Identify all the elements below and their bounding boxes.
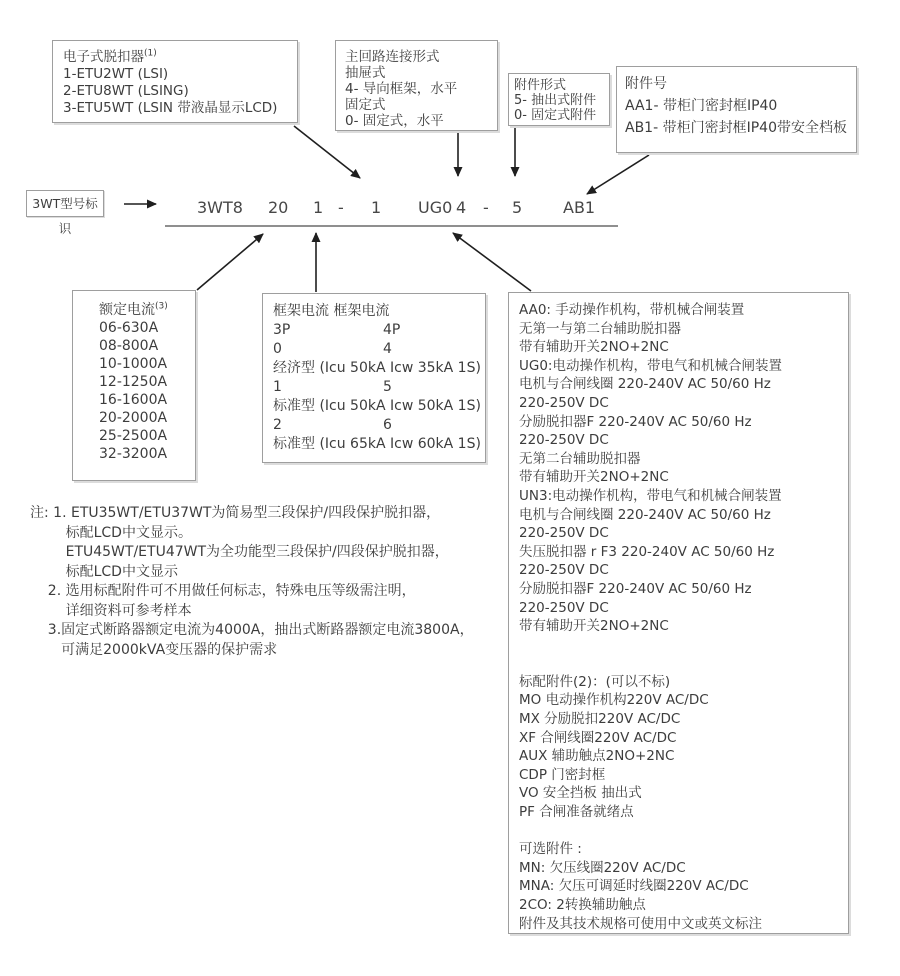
frame-code-1: 1	[273, 379, 282, 395]
frame-code-2: 2	[273, 417, 282, 433]
text-line: 分励脱扣器F 220-240V AC 50/60 Hz	[519, 580, 752, 597]
text-line: 主回路连接形式	[345, 49, 440, 65]
code-segment-trip-unit: 1	[371, 198, 382, 217]
text-line: 220-250V DC	[519, 562, 609, 579]
text-line: 电机与合闸线圈 220-240V AC 50/60 Hz	[519, 506, 771, 523]
arrow-options-to-code	[453, 233, 531, 291]
text-line: 电机与合闸线圈 220-240V AC 50/60 Hz	[519, 376, 771, 393]
code-segment-connection: 4	[456, 198, 467, 217]
text-line: 32-3200A	[99, 446, 168, 462]
frame-standard1-spec: 标准型 (Icu 50kA Icw 50kA 1S)	[273, 398, 481, 414]
accessory-number-box	[616, 66, 857, 153]
rated-current-box	[72, 290, 196, 481]
text-line: 2CO: 2转换辅助触点	[519, 897, 646, 913]
text-line: 分励脱扣器F 220-240V AC 50/60 Hz	[519, 413, 752, 430]
text-line: AUX 辅助触点2NO+2NC	[519, 748, 675, 765]
text-line: 2-ETU8WT (LSING)	[63, 83, 189, 99]
text-line: UG0:电动操作机构，带电气和机械合闸装置	[519, 357, 782, 374]
text-line: 10-1000A	[99, 356, 168, 372]
text-line: 12-1250A	[99, 374, 168, 390]
frame-code-4: 4	[383, 341, 392, 357]
text-line: 无第一与第二台辅助脱扣器	[519, 320, 681, 337]
text-line: 带有辅助开关2NO+2NC	[519, 618, 669, 635]
code-segment-mechanism: UG0	[418, 198, 453, 217]
arrow-rated-current-to-code	[197, 234, 263, 290]
text-line: 固定式	[345, 97, 386, 113]
code-segment-frame: 1	[313, 198, 324, 217]
text-line: 标配LCD中文显示。	[30, 524, 192, 541]
text-line	[519, 636, 838, 655]
text-line: 20-2000A	[99, 410, 168, 426]
code-segment-dash-2: -	[483, 198, 489, 217]
text-line: PF 合闸准备就绪点	[519, 804, 634, 821]
text-line: 详细资料可参考样本	[30, 602, 192, 619]
frame-code-5: 5	[383, 379, 392, 395]
rated-current-title	[99, 301, 191, 319]
frame-economy-spec: 经济型 (Icu 50kA Icw 35kA 1S)	[273, 360, 481, 376]
text-line: 4- 导向框架，水平	[345, 81, 458, 97]
rated-current-items	[99, 319, 191, 463]
text-line: 标配附件(2)：(可以不标)	[519, 673, 671, 690]
text-line: 3-ETU5WT (LSIN 带液晶显示LCD)	[63, 100, 278, 116]
frame-row-codes-standard1	[273, 378, 475, 397]
text-line: 220-250V DC	[519, 525, 609, 542]
text-line: 220-250V DC	[519, 432, 609, 449]
text-line: 3.固定式断路器额定电流为4000A，抽出式断路器额定电流3800A，	[30, 622, 474, 638]
frame-code-6: 6	[383, 417, 392, 433]
text-line: 08-800A	[99, 338, 159, 354]
rated-current-superscript: (3)	[155, 301, 168, 312]
type-code-line	[0, 198, 900, 220]
text-line: 无第二台辅助脱扣器	[519, 450, 641, 467]
text-line: 可选附件 :	[519, 841, 582, 858]
model-id-label: 3WT型号标识	[26, 190, 104, 217]
text-line: UN3:电动操作机构，带电气和机械合闸装置	[519, 487, 782, 504]
etu-box-items	[63, 66, 287, 117]
text-line: 1-ETU2WT (LSI)	[63, 66, 169, 82]
text-line: MNA: 欠压可调延时线圈220V AC/DC	[519, 878, 749, 895]
etu-trip-unit-box	[52, 40, 298, 123]
frame-row-codes-economy	[273, 340, 475, 359]
text-line: MN: 欠压线圈220V AC/DC	[519, 859, 686, 876]
frame-current-box	[262, 293, 486, 463]
text-line: 06-630A	[99, 320, 159, 336]
code-segment-series: 3WT8	[197, 198, 243, 217]
text-line: 25-2500A	[99, 428, 168, 444]
text-line: 2. 选用标配附件可不用做任何标志，特殊电压等级需注明，	[30, 583, 416, 599]
text-line: 220-250V DC	[519, 599, 609, 616]
code-segment-dash-1: -	[338, 198, 344, 217]
accessory-form-box	[508, 73, 610, 126]
operating-mechanism-options-box	[508, 292, 849, 934]
text-line: 附件形式	[514, 78, 567, 93]
text-line: MX 分励脱扣220V AC/DC	[519, 711, 681, 728]
frame-4p-label: 4P	[383, 322, 401, 338]
frame-3p-label: 3P	[273, 322, 291, 338]
text-line: 抽屉式	[345, 65, 386, 81]
text-line: AA1- 带柜门密封框IP40	[625, 98, 778, 114]
frame-code-0: 0	[273, 341, 282, 357]
frame-row-poles	[273, 321, 475, 340]
text-line: 失压脱扣器 r F3 220-240V AC 50/60 Hz	[519, 543, 775, 560]
text-line: 可满足2000kVA变压器的保护需求	[30, 641, 278, 658]
text-line: XF 合闸线圈220V AC/DC	[519, 729, 677, 746]
text-line: 16-1600A	[99, 392, 168, 408]
text-line: 注: 1. ETU35WT/ETU37WT为简易型三段保护/四段保护脱扣器，	[30, 505, 441, 521]
code-segment-accessory-no: AB1	[563, 198, 596, 217]
text-line: AB1- 带柜门密封框IP40带安全档板	[625, 120, 847, 136]
text-line: AA0: 手动操作机构，带机械合闸装置	[519, 302, 745, 318]
code-segment-rated-current: 20	[268, 198, 289, 217]
text-line: VO 安全挡板 抽出式	[519, 785, 642, 802]
frame-row-codes-standard2	[273, 416, 475, 435]
text-line: 带有辅助开关2NO+2NC	[519, 339, 669, 356]
text-line: 标配LCD中文显示	[30, 563, 178, 580]
code-segment-accessory-form: 5	[512, 198, 523, 217]
text-line: CDP 门密封框	[519, 766, 606, 783]
text-line: 附件及其技术规格可使用中文或英文标注	[519, 915, 762, 932]
text-line: 0- 固定式，水平	[345, 113, 444, 129]
frame-standard2-spec: 标准型 (Icu 65kA Icw 60kA 1S)	[273, 436, 481, 452]
frame-current-header: 框架电流 框架电流	[273, 303, 390, 319]
text-line: ETU45WT/ETU47WT为全功能型三段保护/四段保护脱扣器，	[30, 544, 449, 560]
footnotes	[30, 504, 474, 660]
text-line: 附件号	[625, 76, 667, 92]
arrow-accessory-no-to-code	[587, 155, 649, 194]
etu-box-title	[63, 49, 287, 66]
arrow-etu-to-code	[294, 126, 360, 178]
text-line: 0- 固定式附件	[514, 108, 597, 123]
text-line	[519, 654, 838, 673]
text-line	[519, 822, 838, 841]
rated-current-title-text: 额定电流	[99, 302, 155, 318]
text-line: MO 电动操作机构220V AC/DC	[519, 692, 709, 709]
text-line: 带有辅助开关2NO+2NC	[519, 469, 669, 486]
main-circuit-connection-box	[335, 40, 498, 131]
text-line: 220-250V DC	[519, 394, 609, 411]
text-line: 5- 抽出式附件	[514, 93, 597, 108]
etu-title-superscript: (1)	[144, 48, 157, 59]
etu-title-text: 电子式脱扣器	[63, 49, 144, 65]
